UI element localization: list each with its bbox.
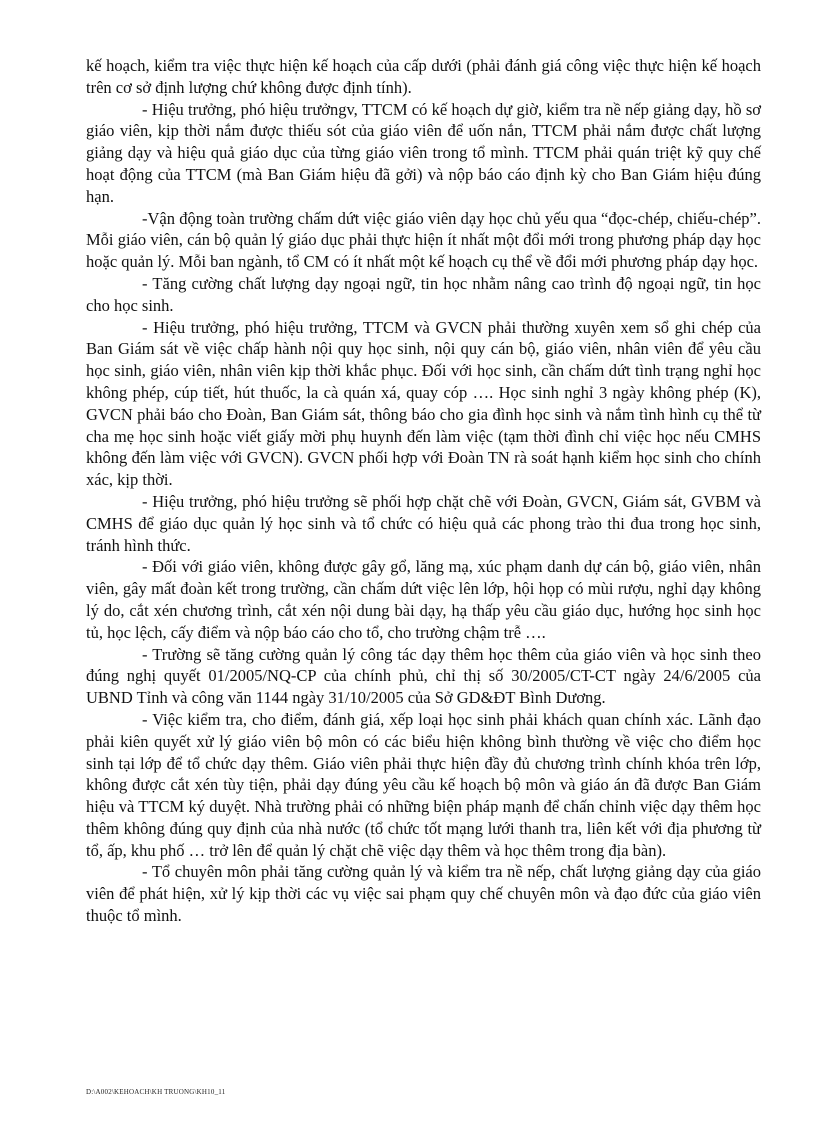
paragraph-continuation: kế hoạch, kiểm tra việc thực hiện kế hoạch của cấp dưới (phải đánh giá công việc thực hiện kế hoạch trên cơ sở định lượng chứ không được định tính). (86, 56, 761, 97)
paragraph-subject-groups: - Tổ chuyên môn phải tăng cường quản lý và kiểm tra nề nếp, chất lượng giảng dạy của giáo viên để phát hiện, xử lý kịp thời các vụ việc sai phạm quy chế chuyên môn và đạo đức của giáo viên thuộc tổ mình. (86, 862, 761, 926)
paragraph-teaching-innovation: -Vận động toàn trường chấm dứt việc giáo viên dạy học chủ yếu qua “đọc-chép, chiếu-chép”. Mỗi giáo viên, cán bộ quản lý giáo dục phải thực hiện ít nhất một đổi mới trong phương pháp dạy học hoặc quản lý. Mỗi ban ngành, tổ CM có ít nhất một kế hoạch cụ thể về đổi mới phương pháp dạy học. (86, 208, 761, 272)
footer-file-path: D:\A002\KEHOACH\KH TRUONG\KH10_11 (86, 1088, 226, 1096)
paragraph-extra-classes: - Trường sẽ tăng cường quản lý công tác dạy thêm học thêm của giáo viên và học sinh theo đúng nghị quyết 01/2005/NQ-CP của chính phủ, chỉ thị số 30/2005/CT-CT ngày 24/6/2005 của UBND Tỉnh và công văn 1144 ngày 31/10/2005 của Sở GD&ĐT Bình Dương. (86, 644, 761, 708)
paragraph-supervision-records: - Hiệu trưởng, phó hiệu trưởng, TTCM và GVCN phải thường xuyên xem sổ ghi chép của Ban Giám sát về việc chấp hành nội quy học sinh, nội quy cán bộ, giáo viên, nhân viên để yêu cầu học sinh, giáo viên, nhân viên kịp thời khắc phục. Đối với học sinh, cần chấm dứt tình trạng nghỉ học không phép, cúp tiết, hút thuốc, la cà quán xá, quay cóp …. Học sinh nghỉ 3 ngày không phép (K), GVCN phải báo cho Đoàn, Ban Giám sát, thông báo cho gia đình học sinh và nắm tình hình cụ thể từ cha mẹ học sinh hoặc viết giấy mời phụ huynh đến làm việc (tạm thời đình chỉ việc học nếu CMHS không đến làm việc với GVCN). GVCN phối hợp với Đoàn TN rà soát hạnh kiểm học sinh cho chính xác, kịp thời. (86, 317, 761, 490)
paragraph-teacher-conduct: - Đối với giáo viên, không được gây gổ, lăng mạ, xúc phạm danh dự cán bộ, giáo viên, nhân viên, gây mất đoàn kết trong trường, cần chấm dứt việc lên lớp, hội họp có mùi rượu, nghỉ dạy không lý do, cắt xén chương trình, cắt xén nội dung bài dạy, hạ thấp yêu cầu giáo dục, hướng học sinh học tủ, học lệch, cấy điểm và nộp báo cáo cho tổ, cho trường chậm trễ …. (86, 557, 761, 642)
paragraph-grading: - Việc kiểm tra, cho điểm, đánh giá, xếp loại học sinh phải khách quan chính xác. Lãnh đạo phải kiên quyết xử lý giáo viên bộ môn có các biểu hiện không bình thường về việc cho điểm học sinh tại lớp để tổ chức dạy thêm. Giáo viên phải thực hiện đầy đủ chương trình chính khóa trên lớp, không được cắt xén tùy tiện, phải dạy đúng yêu cầu kế hoạch bộ môn và giáo án đã được Ban Giám hiệu và TTCM ký duyệt. Nhà trường phải có những biện pháp mạnh để chấn chỉnh việc dạy thêm học thêm không đúng quy định của nhà nước (tổ chức tốt mạng lưới thanh tra, liên kết với địa phương từ tổ, ấp, khu phố … trở lên để quản lý chặt chẽ việc dạy thêm và học thêm trong địa bàn). (86, 709, 761, 860)
paragraph-lesson-observation: - Hiệu trưởng, phó hiệu trưởngv, TTCM có kế hoạch dự giờ, kiểm tra nề nếp giảng dạy, hồ sơ giáo viên, kịp thời nắm được thiếu sót của giáo viên để uốn nắn, TTCM phải nắm được chất lượng giảng dạy và hiệu quả giáo dục của từng giáo viên trong tổ mình. TTCM phải quán triệt kỹ quy chế hoạt động của TTCM (mà Ban Giám hiệu đã gởi) và nộp báo cáo định kỳ cho Ban Giám hiệu đúng hạn. (86, 99, 761, 206)
paragraph-coordination: - Hiệu trưởng, phó hiệu trưởng sẽ phối hợp chặt chẽ với Đoàn, GVCN, Giám sát, GVBM và CMHS để giáo dục quản lý học sinh và tổ chức có hiệu quả các phong trào thi đua trong học sinh, tránh hình thức. (86, 491, 761, 555)
paragraph-foreign-language-it: - Tăng cường chất lượng dạy ngoại ngữ, tin học nhằm nâng cao trình độ ngoại ngữ, tin học cho học sinh. (86, 273, 761, 315)
